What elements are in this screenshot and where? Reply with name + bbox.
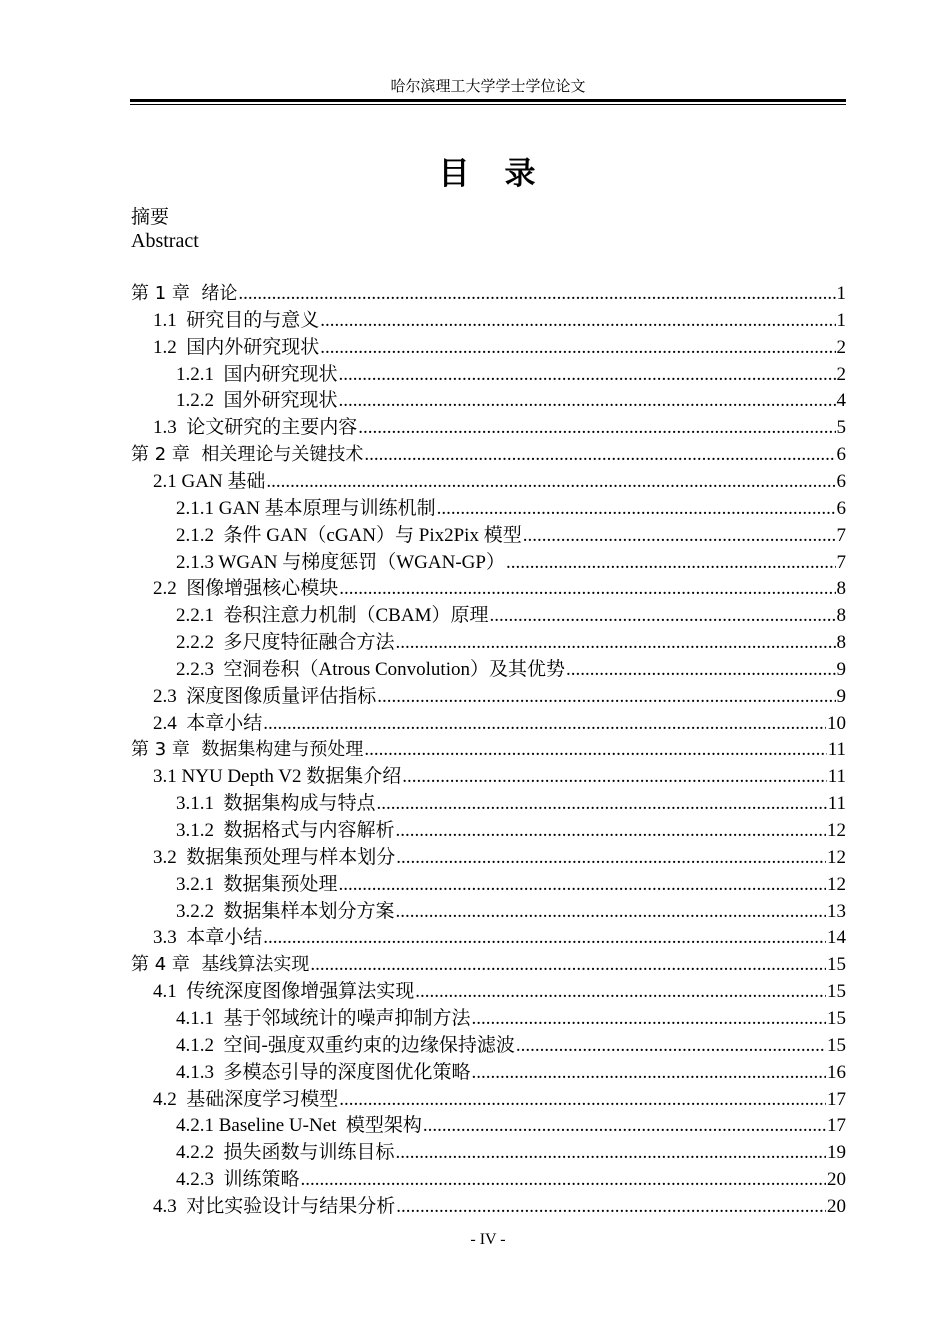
toc-entry-title: 4.3 对比实验设计与结果分析 <box>153 1195 396 1217</box>
toc-entry-title: 1.2.1 国内研究现状 <box>176 363 338 385</box>
toc-entry-page: 2 <box>836 363 846 385</box>
toc-dot-leader <box>396 817 826 844</box>
toc-entry-title: 3.2 数据集预处理与样本划分 <box>153 846 396 868</box>
toc-dot-leader <box>415 978 826 1005</box>
toc-entry-page: 2 <box>836 336 846 358</box>
toc-entry[interactable] <box>153 844 846 871</box>
toc-entry[interactable] <box>153 414 846 441</box>
toc-entry-page: 20 <box>827 1169 846 1191</box>
toc-entry[interactable] <box>176 602 846 629</box>
page-number: - IV - <box>470 1231 506 1248</box>
toc-entry-title: 2.2.2 多尺度特征融合方法 <box>176 632 395 654</box>
toc-entry[interactable] <box>176 1059 846 1086</box>
toc-entry[interactable] <box>153 468 846 495</box>
toc-entry-title: 1.3 论文研究的主要内容 <box>153 417 358 439</box>
toc-entry[interactable] <box>176 1032 846 1059</box>
toc-dot-leader <box>266 468 835 495</box>
toc-entry[interactable] <box>153 978 846 1005</box>
toc-entry-page: 8 <box>836 578 846 600</box>
toc-entry[interactable] <box>176 549 846 576</box>
toc-dot-leader <box>364 736 826 763</box>
toc-dot-leader <box>364 441 835 468</box>
toc-entry-page: 12 <box>827 846 846 868</box>
toc-front-abstract-cn[interactable]: 摘要 <box>131 206 170 228</box>
toc-entry-title: 2.4 本章小结 <box>153 712 263 734</box>
toc-dot-leader <box>263 924 826 951</box>
toc-entry-page: 1 <box>836 283 846 304</box>
toc-dot-leader <box>489 602 835 629</box>
toc-entry-title: 2.2.1 卷积注意力机制（CBAM）原理 <box>176 605 489 627</box>
toc-entry-page: 9 <box>836 658 846 680</box>
toc-entry-page: 11 <box>827 766 846 788</box>
toc-entry[interactable] <box>176 656 846 683</box>
toc-entry[interactable] <box>176 1005 846 1032</box>
toc-dot-leader <box>238 280 835 307</box>
toc-entry-page: 6 <box>836 497 846 519</box>
toc-entry[interactable] <box>131 736 846 763</box>
toc-entry-title: 2.1.3 WGAN 与梯度惩罚（WGAN-GP） <box>176 551 505 573</box>
toc-dot-leader <box>320 334 835 361</box>
toc-entry-title: 2.1 GAN 基础 <box>153 470 266 492</box>
toc-entry-title: 3.1.1 数据集构成与特点 <box>176 793 376 815</box>
toc-entry-page: 10 <box>827 712 846 734</box>
toc-entry-title: 3.2.2 数据集样本划分方案 <box>176 900 395 922</box>
toc-dot-leader <box>377 683 835 710</box>
toc-dot-leader <box>516 1032 826 1059</box>
toc-dot-leader <box>506 549 836 576</box>
toc-dot-leader <box>396 1193 826 1220</box>
toc-entry[interactable] <box>176 387 846 414</box>
toc-dot-leader <box>396 629 836 656</box>
toc-entry-page: 6 <box>836 470 846 492</box>
toc-entry-title: 1.2 国内外研究现状 <box>153 336 320 358</box>
toc-dot-leader <box>472 1005 826 1032</box>
toc-entry[interactable] <box>153 575 846 602</box>
toc-entry-page: 19 <box>827 1142 846 1164</box>
toc-entry-title: 2.2.3 空洞卷积（Atrous Convolution）及其优势 <box>176 658 565 680</box>
toc-dot-leader <box>339 575 835 602</box>
toc-dot-leader <box>523 522 836 549</box>
toc-dot-leader <box>566 656 836 683</box>
toc-entry-page: 6 <box>836 444 846 466</box>
toc-entry-page: 15 <box>827 954 846 976</box>
toc-entry-page: 4 <box>836 390 846 412</box>
toc-entry-page: 12 <box>827 820 846 841</box>
toc-dot-leader <box>472 1059 826 1086</box>
toc-entry-title: 4.2 基础深度学习模型 <box>153 1088 339 1110</box>
toc-entry-title: 4.1.1 基于邻域统计的噪声抑制方法 <box>176 1007 471 1029</box>
toc-entry-page: 15 <box>827 1034 846 1056</box>
toc-front-abstract-en[interactable]: Abstract <box>131 230 199 252</box>
header-rule-thin <box>130 104 846 105</box>
toc-entry-title: 4.2.3 训练策略 <box>176 1169 300 1191</box>
toc-entry-title: 4.1.3 多模态引导的深度图优化策略 <box>176 1061 471 1083</box>
toc-entry[interactable] <box>176 522 846 549</box>
toc-entry-title: 第 1 章 绪论 <box>131 283 238 304</box>
toc-entry-page: 17 <box>827 1115 846 1137</box>
toc-dot-leader <box>301 1166 826 1193</box>
toc-dot-leader <box>396 898 826 925</box>
toc-entry-title: 4.2.1 Baseline U-Net 模型架构 <box>176 1115 422 1137</box>
toc-entry-page: 13 <box>827 900 846 922</box>
toc-entry[interactable] <box>176 1166 846 1193</box>
toc-entry-page: 7 <box>836 551 846 573</box>
toc-entry-page: 15 <box>827 1007 846 1029</box>
toc-entry-title: 2.1.2 条件 GAN（cGAN）与 Pix2Pix 模型 <box>176 524 522 546</box>
toc-dot-leader <box>377 790 827 817</box>
toc-entry-page: 7 <box>836 524 846 546</box>
toc-entry-page: 8 <box>836 605 846 627</box>
toc-entry[interactable] <box>176 817 846 844</box>
toc-entry-page: 5 <box>836 417 846 439</box>
toc-entry-title: 4.2.2 损失函数与训练目标 <box>176 1142 395 1164</box>
toc-entry-title: 1.1 研究目的与意义 <box>153 309 320 331</box>
toc-entry-page: 17 <box>827 1088 846 1110</box>
toc-dot-leader <box>339 1086 826 1113</box>
toc-entry[interactable] <box>176 871 846 898</box>
toc-entry[interactable] <box>131 280 846 307</box>
toc-entry[interactable] <box>153 763 846 790</box>
toc-entry-page: 11 <box>827 739 846 761</box>
toc-dot-leader <box>339 387 836 414</box>
toc-entry-page: 12 <box>827 873 846 895</box>
toc-entry-page: 11 <box>827 793 846 815</box>
toc-entry[interactable] <box>153 683 846 710</box>
page-title: 目 录 <box>438 156 538 192</box>
toc-entry[interactable] <box>131 441 846 468</box>
toc-dot-leader <box>423 1112 826 1139</box>
toc-entry-page: 20 <box>827 1195 846 1217</box>
toc-entry-title: 2.1.1 GAN 基本原理与训练机制 <box>176 497 436 519</box>
toc-entry-page: 1 <box>836 309 846 331</box>
toc-entry[interactable] <box>176 898 846 925</box>
running-header: 哈尔滨理工大学学士学位论文 <box>390 79 586 95</box>
toc-dot-leader <box>339 871 826 898</box>
toc-entry-page: 8 <box>836 632 846 654</box>
toc-entry[interactable] <box>176 1139 846 1166</box>
toc-entry[interactable] <box>153 307 846 334</box>
toc-dot-leader <box>396 844 826 871</box>
toc-entry[interactable] <box>131 951 846 978</box>
toc-dot-leader <box>263 710 826 737</box>
toc-entry[interactable] <box>153 710 846 737</box>
toc-entry[interactable] <box>176 629 846 656</box>
toc-entry-page: 15 <box>827 981 846 1003</box>
toc-entry-title: 4.1.2 空间-强度双重约束的边缘保持滤波 <box>176 1034 515 1056</box>
toc-entry[interactable] <box>176 790 846 817</box>
toc-entry-title: 3.3 本章小结 <box>153 927 263 949</box>
toc-entry[interactable] <box>153 924 846 951</box>
toc-entry-title: 3.2.1 数据集预处理 <box>176 873 338 895</box>
toc-dot-leader <box>402 763 826 790</box>
toc-entry-page: 14 <box>827 927 846 949</box>
toc-entry[interactable] <box>153 1086 846 1113</box>
toc-entry-title: 2.2 图像增强核心模块 <box>153 578 339 600</box>
toc-entry-page: 16 <box>827 1061 846 1083</box>
toc-entry[interactable] <box>176 495 846 522</box>
toc-dot-leader <box>437 495 836 522</box>
toc-dot-leader <box>358 414 835 441</box>
toc-entry-title: 2.3 深度图像质量评估指标 <box>153 685 377 707</box>
toc-entry-title: 4.1 传统深度图像增强算法实现 <box>153 981 415 1003</box>
toc-dot-leader <box>396 1139 826 1166</box>
toc-entry-title: 1.2.2 国外研究现状 <box>176 390 338 412</box>
toc-entry-title: 3.1 NYU Depth V2 数据集介绍 <box>153 766 402 788</box>
toc-entry-page: 9 <box>836 685 846 707</box>
toc-entry[interactable] <box>176 361 846 388</box>
toc-entry[interactable] <box>176 1112 846 1139</box>
toc-entry[interactable] <box>153 334 846 361</box>
toc-entry[interactable] <box>153 1193 846 1220</box>
toc-dot-leader <box>339 361 836 388</box>
toc-dot-leader <box>310 951 826 978</box>
toc-entry-title: 3.1.2 数据格式与内容解析 <box>176 820 395 841</box>
toc-entry-title: 第 2 章 相关理论与关键技术 <box>131 444 364 466</box>
toc-dot-leader <box>320 307 835 334</box>
toc-entry-title: 第 4 章 基线算法实现 <box>131 954 310 976</box>
header-rule-thick <box>130 99 846 102</box>
toc-entry-title: 第 3 章 数据集构建与预处理 <box>131 739 364 761</box>
